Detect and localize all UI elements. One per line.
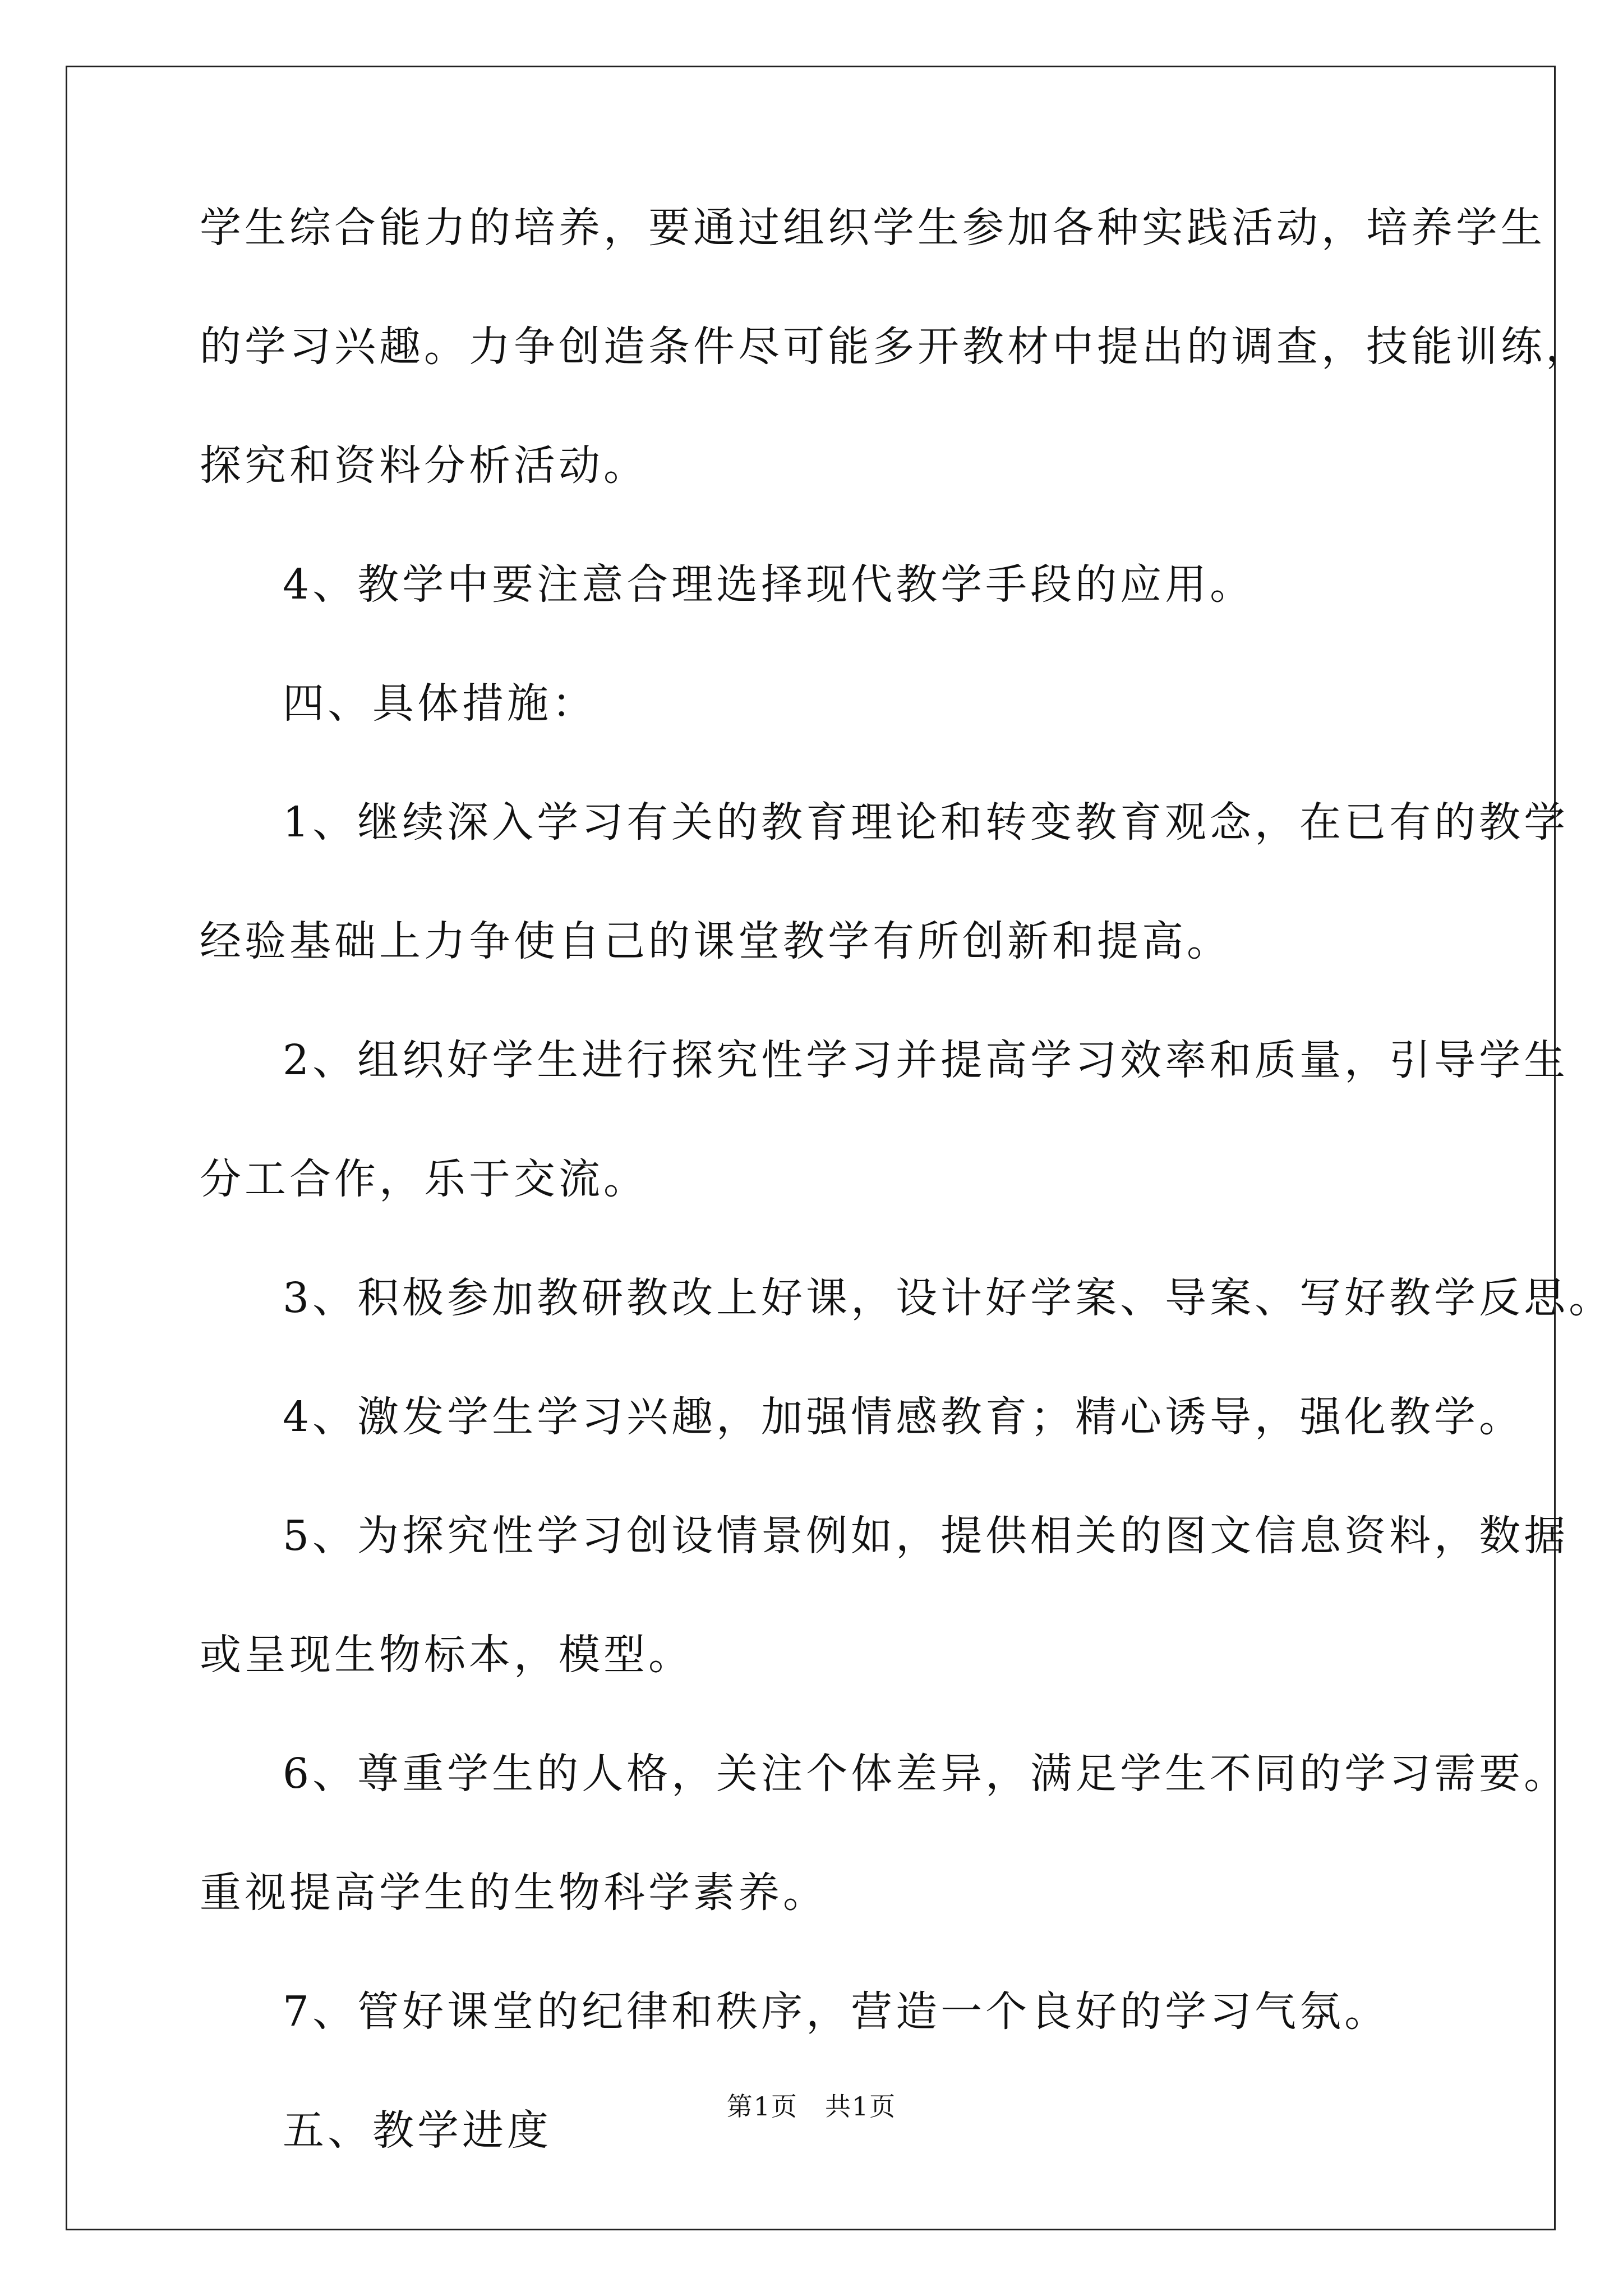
paragraph-line: 4、教学中要注意合理选择现代教学手段的应用。	[283, 560, 1255, 609]
paragraph-line: 经验基础上力争使自己的课堂教学有所创新和提高。	[200, 917, 1232, 965]
paragraph-line: 6、尊重学生的人格，关注个体差异，满足学生不同的学习需要。	[283, 1750, 1569, 1798]
page-number-footer: 第1页 共1页	[726, 2091, 897, 2122]
paragraph-line: 的学习兴趣。力争创造条件尽可能多开教材中提出的调查，技能训练，	[200, 323, 1590, 371]
paragraph-line: 重视提高学生的生物科学素养。	[200, 1869, 828, 1917]
paragraph-line: 7、管好课堂的纪律和秩序，营造一个良好的学习气氛。	[283, 1987, 1390, 2036]
section-heading: 五、教学进度	[283, 2106, 552, 2155]
paragraph-line: 3、积极参加教研教改上好课，设计好学案、导案、写好教学反思。	[283, 1274, 1614, 1322]
paragraph-line: 探究和资料分析活动。	[200, 441, 648, 490]
paragraph-line: 1、继续深入学习有关的教育理论和转变教育观念，在已有的教学	[283, 798, 1569, 846]
document-body	[200, 168, 1614, 2190]
paragraph-line: 学生综合能力的培养，要通过组织学生参加各种实践活动，培养学生	[200, 204, 1546, 252]
paragraph-line: 4、激发学生学习兴趣，加强情感教育；精心诱导，强化教学。	[283, 1393, 1524, 1441]
paragraph-line: 5、为探究性学习创设情景例如，提供相关的图文信息资料，数据	[283, 1512, 1569, 1560]
paragraph-line: 2、组织好学生进行探究性学习并提高学习效率和质量，引导学生	[283, 1036, 1569, 1084]
paragraph-line: 分工合作，乐于交流。	[200, 1155, 648, 1203]
section-heading: 四、具体措施：	[283, 679, 597, 728]
paragraph-line: 或呈现生物标本，模型。	[200, 1631, 693, 1679]
